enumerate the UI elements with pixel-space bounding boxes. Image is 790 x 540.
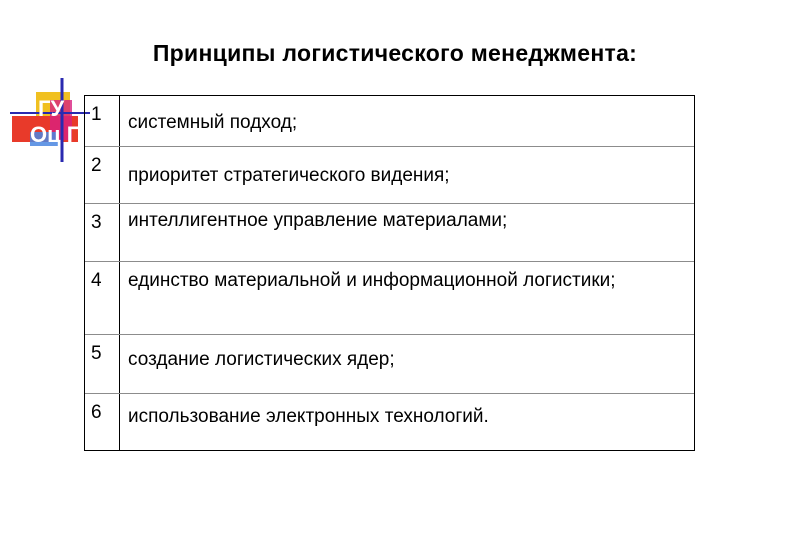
row-number: 6 [85, 394, 120, 450]
row-number: 1 [85, 96, 120, 146]
table-row [85, 203, 694, 261]
svg-text:ГУ: ГУ [38, 96, 65, 121]
table-row [85, 334, 694, 393]
row-text: использование электронных технологий. [128, 406, 489, 427]
svg-text:Оц ПС: Оц ПС [30, 122, 99, 147]
row-number: 4 [85, 262, 120, 334]
table-row [85, 261, 694, 334]
row-number: 3 [85, 204, 120, 261]
slide-title: Принципы логистического менеджмента: [152, 40, 638, 66]
gu-ps-logo-icon [10, 78, 99, 162]
row-text: единство материальной и информационной логистики; [128, 270, 616, 291]
row-text: приоритет стратегического видения; [128, 165, 450, 186]
row-text: системный подход; [128, 112, 298, 133]
table-row [85, 96, 694, 146]
row-text: интеллигентное управление материалами; [128, 210, 508, 231]
principles-table [84, 95, 695, 451]
row-number: 5 [85, 335, 120, 393]
row-number: 2 [85, 147, 120, 203]
table-row [85, 393, 694, 450]
row-text: создание логистических ядер; [128, 349, 395, 370]
table-row [85, 146, 694, 203]
